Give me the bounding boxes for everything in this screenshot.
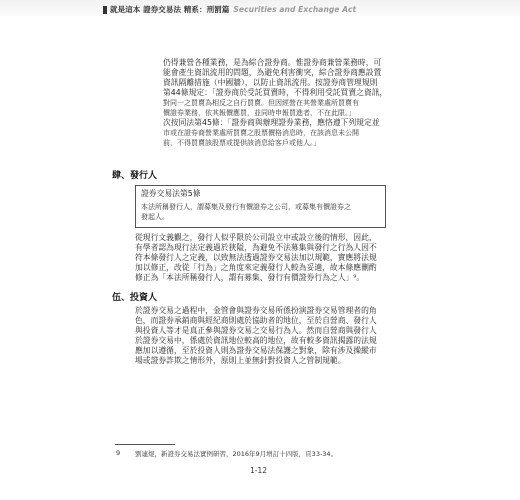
- text-line: 有學者認為現行法定義過於狹隘，為避免不法募集與發行之行為人因不: [135, 243, 377, 252]
- text-line: 能會產生資訊流用的問題，為避免利害衝突，綜合證券商應設置: [163, 68, 382, 77]
- paragraph-investor: [135, 306, 377, 366]
- text-line: 仍得兼營各種業務，是為綜合證券商。惟證券商兼營業務時，可: [163, 58, 382, 67]
- text-line: 於證券交易中，係處於資訊地位較高的地位，故有較多資訊揭露的法規: [135, 336, 377, 345]
- text-line: 次按同法第45條：「證券商與辦理證券業務，應恪遵下列規定並: [163, 118, 380, 127]
- quote-line: 價證券業務，依其報價應買，並同時申報買進者，不在此限。」: [163, 109, 356, 117]
- text-line: 色，而證券承銷商與經紀商則處於協助者的地位，至於自營商、發行人: [135, 316, 377, 325]
- text-line: 與投資人等才是真正參與證券交易之交易行為人。然而自營商與發行人: [135, 326, 377, 335]
- quote-block-2: [163, 128, 359, 148]
- page-number: 1-12: [250, 466, 268, 475]
- statute-text: [141, 202, 351, 222]
- section-heading-investor: 伍、投資人: [112, 293, 158, 303]
- running-header: [110, 4, 356, 15]
- text-line: 修正為「本法所稱發行人，謂有募集、發行有價證券行為之人」⁹。: [135, 273, 365, 282]
- section-heading-issuer: 肆、發行人: [112, 171, 158, 181]
- statute-line: 發起人。: [141, 213, 169, 221]
- header-subtitle-en: Securities and Exchange Act: [233, 5, 357, 14]
- statute-line: 本法所稱發行人，謂募集及發行有價證券之公司，或募集有價證券之: [141, 203, 351, 211]
- footnote-rule: [115, 444, 175, 445]
- text-line: 從現行文義觀之，發行人似乎限於公司設立中或設立後的情形，因此，: [135, 233, 377, 242]
- header-title: 就是這本 證券交易法 精系：刑罰篇: [110, 5, 230, 14]
- text-line: 應加以遵循，至於投資人則為證券交易法保護之對象，除有涉及操縱市: [135, 346, 377, 355]
- header-marker: [103, 6, 107, 14]
- text-line: 資訊隔離措施（中國牆），以防止資訊流用。按證券商管理規則: [163, 78, 378, 87]
- paragraph-1: [163, 58, 387, 98]
- paragraph-issuer: [135, 233, 377, 283]
- text-line: 符本條發行人之定義，以致無法透過證券交易法加以規範，實應將法規: [135, 253, 377, 262]
- quote-line: 市或在證券商營業處所買賣之股票價格消息時，在該消息未公開: [163, 129, 359, 137]
- footnote-text: 劉連煜，新證券交易法實例研習，2016年9月增訂十四版，頁33-34。: [135, 450, 338, 458]
- quote-line: 前，不得買賣該股票或提供該消息給客戶或他人。」: [163, 139, 321, 147]
- text-line: 於證券交易之過程中，金管會與證券交易所係扮演證券交易管理者的角: [135, 306, 377, 315]
- text-line: 第44條規定：「證券商於受託買賣時，不得利用受託買賣之資訊，: [163, 88, 388, 97]
- footnote-number: 9: [116, 449, 121, 457]
- text-line: 加以修正，改從「行為」之角度來定義發行人較為妥適，故本條應刪酌: [135, 263, 377, 272]
- quote-block-1: [163, 98, 359, 118]
- statute-title: 證券交易法第5條: [141, 189, 201, 198]
- text-line: 場或證券詐欺之情形外，原則上並無針對投資人之管制規範。: [135, 356, 346, 365]
- paragraph-1b: [163, 118, 380, 128]
- quote-line: 對同一之買賣為相反之自行買賣。但因經營在其營業處所買賣有: [163, 99, 359, 107]
